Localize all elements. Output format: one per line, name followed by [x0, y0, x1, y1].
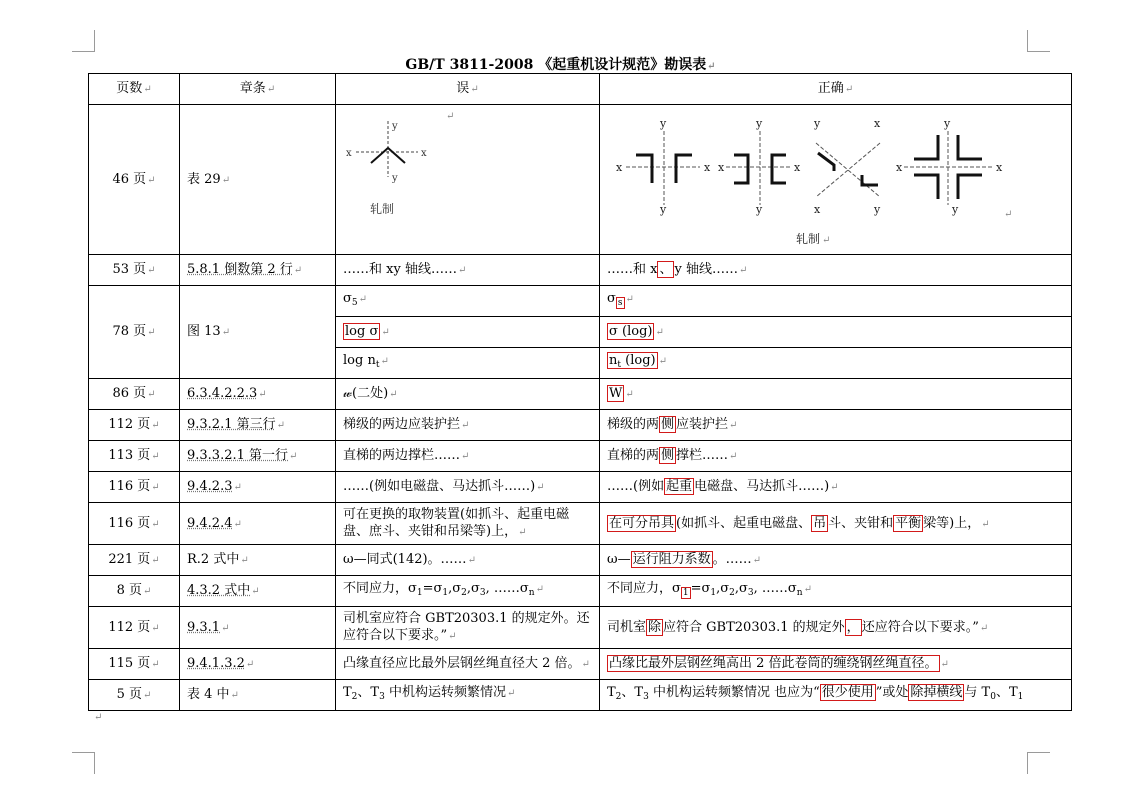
correction-highlight: 、 [659, 262, 673, 277]
right-cell: σ $_s$ ↵ [600, 286, 1072, 317]
correction-highlight: ， [846, 619, 860, 635]
table-row [89, 680, 1072, 711]
wrong-cell: $T_2$、$T_3$ 中机构运转频繁情况↵ [336, 680, 600, 711]
wrong-cell: 梯级的两边应装护拦↵ [336, 410, 600, 441]
page-cell: 112 页↵ [89, 410, 180, 441]
wrong-cell: $\sigma_5↵$ [336, 286, 600, 317]
page-cell: 78 页↵ [89, 286, 180, 379]
clause-cell: 4.3.2 式中↵ [180, 576, 336, 607]
paragraph-mark-after-table: ↵ [94, 712, 103, 723]
table-row [89, 545, 1072, 576]
svg-text:y: y [756, 203, 763, 216]
svg-text:↵: ↵ [822, 235, 831, 246]
table-row [89, 607, 1072, 649]
correction-highlight: s [617, 298, 623, 308]
svg-text:x: x [421, 148, 427, 159]
svg-text:y: y [814, 117, 821, 130]
table-row [89, 441, 1072, 472]
svg-text:y: y [756, 117, 763, 130]
clause-cell: R.2 式中↵ [180, 545, 336, 576]
page-cell: 221 页↵ [89, 545, 180, 576]
svg-text:x: x [616, 161, 623, 174]
svg-text:x: x [896, 161, 903, 174]
correction-highlight: 除掉横线 [910, 685, 963, 700]
page-cell: 5 页↵ [89, 680, 180, 711]
svg-text:x: x [814, 203, 821, 216]
right-cell: ……(例如 起重 电磁盘、马达抓斗……)↵ [600, 472, 1072, 503]
wrong-cell: 凸缘直径应比最外层钢丝绳直径大 2 倍。↵ [336, 649, 600, 680]
svg-text:y: y [660, 117, 667, 130]
wrong-cell: 可在更换的取物装置(如抓斗、起重电磁盘、庶斗、夹钳和吊梁等)上，↵ [336, 503, 600, 545]
clause-cell: 9.3.2.1 第三行↵ [180, 410, 336, 441]
clause-cell: 表 4 中↵ [180, 680, 336, 711]
correction-highlight: 吊 [813, 515, 827, 531]
svg-text:轧制: 轧制 [796, 232, 821, 246]
correction-highlight: 侧 [661, 448, 675, 463]
wrong-figure-cell [336, 105, 600, 255]
right-cell: W ↵ [600, 379, 1072, 410]
page-cell: 115 页↵ [89, 649, 180, 680]
svg-text:↵: ↵ [1004, 209, 1013, 220]
page-cell: 112 页↵ [89, 607, 180, 649]
svg-text:x: x [996, 161, 1003, 174]
page-cell: 116 页↵ [89, 503, 180, 545]
table-row [89, 379, 1072, 410]
correction-highlight: 运行阻力系数 [632, 552, 711, 567]
header-clause: 章条↵ [180, 74, 336, 105]
correction-highlight: σ (log) [609, 324, 653, 339]
clause-cell: 表 29↵ [180, 105, 336, 255]
page-cell: 113 页↵ [89, 441, 180, 472]
table-row [89, 255, 1072, 286]
right-cell: $T_2$、$T_3$ 中机构运转频繁情况 也应为“ 很少使用 ”或处 除掉横线 与 $T_0$、$T_1$ [600, 680, 1072, 711]
svg-text:↵: ↵ [446, 111, 455, 122]
right-cell: ω— 运行阻力系数 。……↵ [600, 545, 1072, 576]
table-row [89, 105, 1072, 255]
svg-text:x: x [346, 148, 352, 159]
svg-text:y: y [874, 203, 881, 216]
right-cell: σ (log) ↵ [600, 317, 1072, 348]
page-cell: 53 页↵ [89, 255, 180, 286]
correction-highlight: 起重 [666, 479, 693, 494]
svg-text:y: y [660, 203, 667, 216]
clause-cell: 6.3.4.2.2.3↵ [180, 379, 336, 410]
right-angle-figures [600, 105, 1070, 249]
header-page: 页数↵ [89, 74, 180, 105]
error-highlight: log σ [345, 324, 379, 339]
correction-highlight: 1 [682, 588, 689, 598]
correction-highlight: $n_t$ (log) [609, 353, 656, 370]
wrong-cell: ω—同式(142)。……↵ [336, 545, 600, 576]
document-title: GB/T 3811-2008 《起重机设计规范》勘误表↵ [405, 57, 716, 73]
header-row [89, 74, 1072, 105]
svg-text:x: x [718, 161, 725, 174]
svg-text:y: y [944, 117, 951, 130]
clause-cell: 5.8.1 倒数第 2 行↵ [180, 255, 336, 286]
page-cell: 46 页↵ [89, 105, 180, 255]
wrong-cell: log σ ↵ [336, 317, 600, 348]
clause-cell: 9.3.3.2.1 第一行↵ [180, 441, 336, 472]
wrong-cell: ……和 xy 轴线……↵ [336, 255, 600, 286]
wrong-cell: 不同应力，$\sigma_1=\sigma_1,\sigma_2,\sigma_3$, $\dots\dots\sigma_n↵$ [336, 576, 600, 607]
right-figure-cell [600, 105, 1072, 255]
wrong-cell: 𝓌(二处)↵ [336, 379, 600, 410]
svg-text:x: x [794, 161, 801, 174]
clause-cell: 9.4.2.4↵ [180, 503, 336, 545]
table-row [89, 286, 1072, 317]
page-cell: 116 页↵ [89, 472, 180, 503]
correction-highlight: 除 [648, 619, 662, 635]
correction-highlight: 凸缘比最外层钢丝绳高出 2 倍此卷筒的缠绕钢丝绳直径。 [609, 656, 938, 671]
clause-cell: 9.4.1.3.2↵ [180, 649, 336, 680]
page-cell: 8 页↵ [89, 576, 180, 607]
right-cell: 凸缘比最外层钢丝绳高出 2 倍此卷筒的缠绕钢丝绳直径。 ↵ [600, 649, 1072, 680]
clause-cell: 图 13↵ [180, 286, 336, 379]
svg-text:x: x [874, 117, 881, 130]
table-row [89, 410, 1072, 441]
wrong-cell: 直梯的两边撑栏……↵ [336, 441, 600, 472]
table-row [89, 472, 1072, 503]
svg-text:x: x [704, 161, 711, 174]
clause-cell: 9.3.1↵ [180, 607, 336, 649]
wrong-cell: $\log n_t↵$ [336, 348, 600, 379]
right-cell: ……和 x 、 y 轴线……↵ [600, 255, 1072, 286]
right-cell: 梯级的两 侧 应装护拦↵ [600, 410, 1072, 441]
table-row [89, 503, 1072, 545]
right-cell: 直梯的两 侧 撑栏……↵ [600, 441, 1072, 472]
wrong-cell: 司机室应符合 GBT20303.1 的规定外。还应符合以下要求。”↵ [336, 607, 600, 649]
wrong-cell: ……(例如电磁盘、马达抓斗……)↵ [336, 472, 600, 503]
correction-highlight: 很少使用 [821, 685, 874, 700]
right-cell: $n_t$ (log) ↵ [600, 348, 1072, 379]
right-cell: 不同应力，σ $_1 =\sigma_1,\sigma_2,\sigma_3$, $\dots\dots\sigma_n↵$ [600, 576, 1072, 607]
svg-text:轧制: 轧制 [370, 202, 395, 216]
header-right: 正确↵ [600, 74, 1072, 105]
clause-cell: 9.4.2.3↵ [180, 472, 336, 503]
page-cell: 86 页↵ [89, 379, 180, 410]
table-row [89, 576, 1072, 607]
header-wrong: 误↵ [336, 74, 600, 105]
correction-highlight: W [609, 386, 623, 401]
errata-table [88, 73, 1072, 711]
right-cell: 司机室 除 应符合 GBT20303.1 的规定外 ， 还应符合以下要求。”↵ [600, 607, 1072, 649]
svg-text:y: y [392, 173, 398, 184]
wrong-angle-figure [336, 105, 598, 249]
correction-highlight: 平衡 [895, 515, 922, 531]
table-row [89, 649, 1072, 680]
correction-highlight: 在可分吊具 [609, 515, 675, 531]
svg-text:y: y [952, 203, 959, 216]
correction-highlight: 侧 [661, 417, 675, 432]
right-cell: 在可分吊具 (如抓斗、起重电磁盘、 吊 斗、夹钳和 平衡 梁等)上，↵ [600, 503, 1072, 545]
svg-text:y: y [392, 121, 398, 132]
